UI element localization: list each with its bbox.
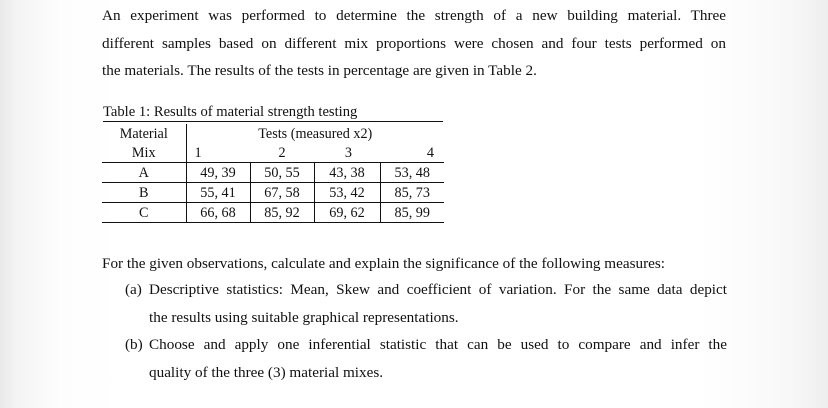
table-row [102, 203, 444, 223]
question-item-b [125, 331, 727, 386]
test-number-2: 2 [250, 143, 314, 163]
mix-label: B [102, 183, 186, 203]
intro-line-2: different samples based on different mix proportions were chosen and four tests performed on [102, 34, 726, 52]
intro-line-1: An experiment was performed to determine the strength of a new building material. Three [102, 7, 726, 24]
table-cell: 85, 99 [380, 203, 444, 223]
table-cell: 67, 58 [250, 183, 314, 203]
table-cell: 66, 68 [186, 203, 250, 223]
table-header-row-1 [102, 124, 444, 143]
table-cell: 50, 55 [250, 163, 314, 183]
table-cell: 53, 48 [394, 164, 430, 181]
item-line: Choose and apply one inferential statistic that can be used to compare and infer the [149, 336, 727, 353]
table-row [102, 163, 444, 183]
table-caption: Table 1: Results of material strength testing [103, 104, 358, 120]
mix-label: C [102, 203, 186, 223]
test-number-1: 1 [186, 143, 250, 163]
intro-paragraph [102, 2, 726, 85]
mix-label: A [102, 163, 186, 183]
table-header-row-2 [102, 143, 444, 163]
item-label: (b) [125, 336, 143, 353]
caption-rule [103, 121, 443, 122]
item-line: quality of the three (3) material mixes. [149, 363, 384, 381]
item-line: the results using suitable graphical representations. [149, 308, 459, 326]
header-material: Material [102, 124, 186, 143]
table-cell: 85, 73 [380, 183, 444, 203]
table-row [102, 183, 444, 203]
intro-line-3: the materials. The results of the tests in percentage are given in Table 2. [102, 62, 537, 79]
table-cell: 85, 92 [250, 203, 314, 223]
table-cell: 43, 38 [314, 163, 380, 183]
test-number-4: 4 [380, 143, 444, 163]
question-item-a [125, 276, 727, 331]
item-label: (a) [125, 281, 142, 298]
header-mix: Mix [102, 143, 186, 163]
table-cell: 49, 39 [186, 163, 250, 183]
table-cell: 69, 62 [314, 203, 380, 223]
item-text [149, 331, 727, 386]
test-number-3: 3 [314, 143, 380, 163]
question-prompt: For the given observations, calculate and explain the significance of the following measures: [102, 255, 666, 272]
results-table [102, 124, 444, 223]
header-tests: Tests (measured x2) [258, 125, 373, 142]
item-text [149, 276, 727, 331]
table-cell: 55, 41 [186, 183, 250, 203]
item-line: Descriptive statistics: Mean, Skew and coefficient of variation. For the same data depict [149, 281, 727, 298]
table-cell: 53, 42 [314, 183, 380, 203]
